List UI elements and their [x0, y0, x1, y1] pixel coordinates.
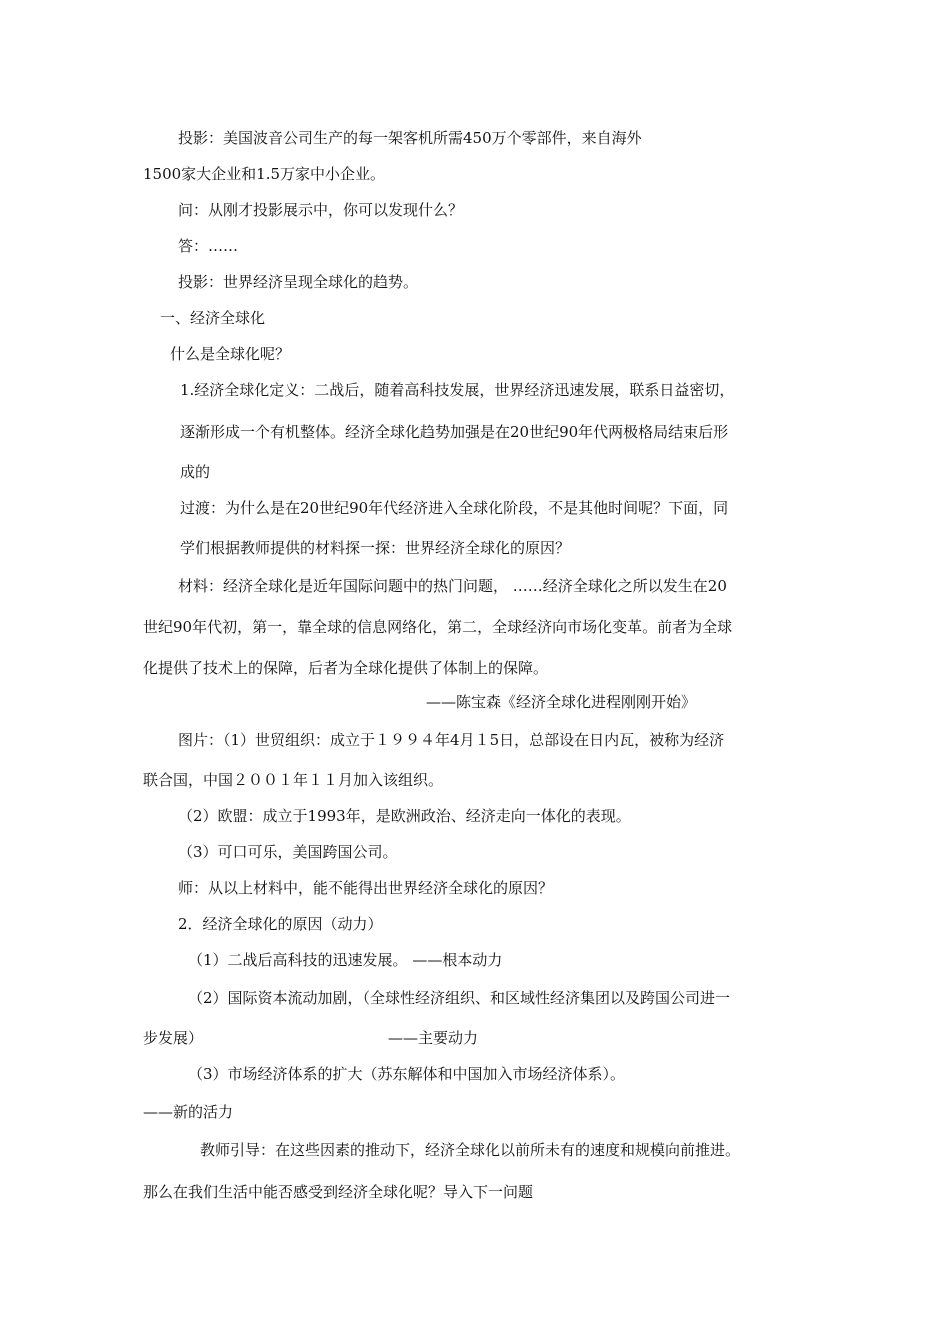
citation: ——陈宝森《经济全球化进程刚刚开始》 [426, 693, 697, 711]
text-line: 1500家大企业和1.5万家中小企业。 [143, 165, 386, 183]
text-line: 什么是全球化呢？ [170, 345, 291, 363]
text-line: 师：从以上材料中，能不能得出世界经济全球化的原因？ [178, 879, 554, 897]
text-line: 投影：美国波音公司生产的每一架客机所需450万个零部件，来自海外 [178, 129, 642, 147]
text-line: （3）可口可乐，美国跨国公司。 [178, 843, 398, 861]
section-heading: 一、经济全球化 [160, 309, 266, 327]
text-line: （2）欧盟：成立于1993年，是欧洲政治、经济走向一体化的表现。 [178, 807, 631, 825]
text-line: ——主要动力 [388, 1029, 479, 1047]
text-line: 过渡：为什么是在20世纪90年代经济进入全球化阶段，不是其他时间呢？下面，同 [180, 499, 729, 517]
text-line: 图片：（1）世贸组织：成立于１９９４年4月１5日，总部设在日内瓦，被称为经济 [178, 731, 725, 749]
text-line: 成的 [180, 463, 211, 481]
section-heading: 2．经济全球化的原因（动力） [178, 915, 383, 933]
text-line: （1）二战后高科技的迅速发展。 ——根本动力 [188, 951, 503, 969]
text-line: 答：…… [178, 237, 239, 255]
text-line: ——新的活力 [143, 1103, 234, 1121]
text-line: 联合国，中国２００１年１１月加入该组织。 [143, 771, 444, 789]
text-line: 问：从刚才投影展示中，你可以发现什么？ [178, 201, 464, 219]
text-line: 世纪90年代初，第一，靠全球的信息网络化，第二，全球经济向市场化变革。前者为全球 [143, 618, 733, 636]
text-line: （2）国际资本流动加剧，（全球性经济组织、和区域性经济集团以及跨国公司进一 [188, 989, 731, 1007]
text-line: （3）市场经济体系的扩大（苏东解体和中国加入市场经济体系）。 [188, 1065, 626, 1083]
text-line: 1.经济全球化定义：二战后，随着高科技发展，世界经济迅速发展，联系日益密切， [180, 381, 735, 399]
text-line: 步发展） [143, 1029, 204, 1047]
text-line: 学们根据教师提供的材料探一探：世界经济全球化的原因？ [180, 539, 571, 557]
text-line: 化提供了技术上的保障，后者为全球化提供了体制上的保障。 [143, 659, 549, 677]
text-line: 材料：经济全球化是近年国际问题中的热门问题， ……经济全球化之所以发生在20 [178, 577, 727, 595]
text-line: 那么在我们生活中能否感受到经济全球化呢？导入下一问题 [143, 1183, 534, 1201]
text-line: 逐渐形成一个有机整体。经济全球化趋势加强是在20世纪90年代两极格局结束后形 [180, 423, 729, 441]
text-line: 教师引导：在这些因素的推动下，经济全球化以前所未有的速度和规模向前推进。 [200, 1141, 741, 1159]
text-line: 投影：世界经济呈现全球化的趋势。 [178, 273, 419, 291]
